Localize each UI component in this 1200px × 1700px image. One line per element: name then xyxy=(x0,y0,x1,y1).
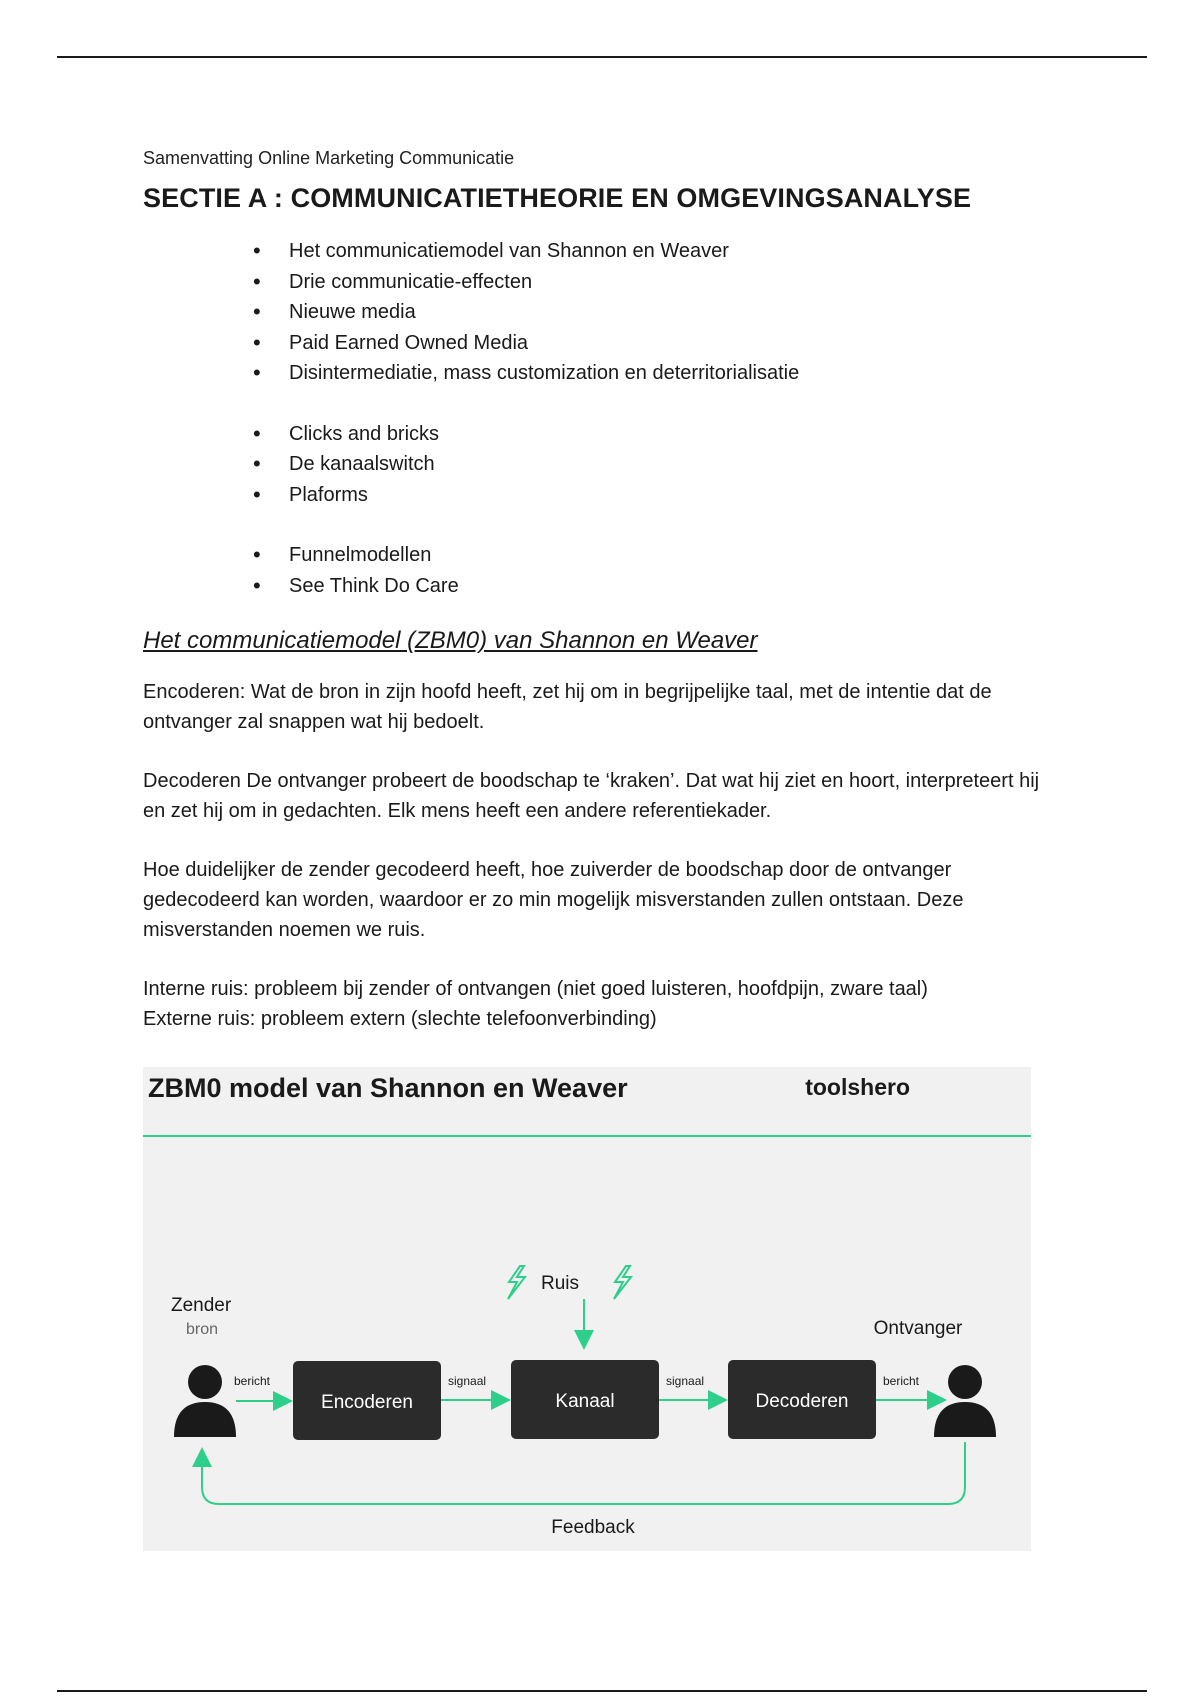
list-item: • Funnelmodellen xyxy=(253,540,1063,571)
paragraph-decoderen: Decoderen De ontvanger probeert de boodschap te ‘kraken’. Dat wat hij ziet en hoort, interpreteert hij en zet hij om in gedachten. Elk mens heeft een andere referentiekader. xyxy=(143,770,1040,822)
list-item: • Paid Earned Owned Media xyxy=(253,328,1063,359)
list-item: • See Think Do Care xyxy=(253,571,1063,602)
arrow-label: bericht xyxy=(234,1374,271,1388)
model-diagram xyxy=(143,1067,1031,1551)
topic-list-1 xyxy=(253,236,1063,389)
document-subtitle: Samenvatting Online Marketing Communicatie xyxy=(143,148,515,168)
list-item: • De kanaalswitch xyxy=(253,449,1063,480)
kanaal-label: Kanaal xyxy=(555,1391,615,1412)
topic-list-3 xyxy=(253,540,1063,601)
noise-label: Ruis xyxy=(541,1273,580,1294)
list-item: • Disintermediatie, mass customization en deterritorialisatie xyxy=(253,358,1063,389)
document-body xyxy=(143,140,1063,1034)
receiver-person-icon xyxy=(934,1365,996,1437)
arrow-label: signaal xyxy=(666,1374,705,1388)
decoderen-label: Decoderen xyxy=(755,1391,849,1412)
paragraph-encoderen: Encoderen: Wat de bron in zijn hoofd heeft, zet hij om in begrijpelijke taal, met de intentie dat de ontvanger zal snappen wat hij bedoelt. xyxy=(143,681,992,733)
sub-heading: Het communicatiemodel (ZBM0) van Shannon en Weaver xyxy=(143,627,758,654)
section-heading: SECTIE A : COMMUNICATIETHEORIE EN OMGEVINGSANALYSE xyxy=(143,183,972,213)
paragraph-ruis: Hoe duidelijker de zender gecodeerd heeft, hoe zuiverder de boodschap door de ontvanger gedecodeerd kan worden, waardoor er zo min mogelijk misverstanden zullen ontstaan. Deze misverstanden noemen we ruis. xyxy=(143,859,964,941)
topic-list-2 xyxy=(253,419,1063,511)
lightning-icon xyxy=(508,1266,525,1299)
list-item: • Nieuwe media xyxy=(253,297,1063,328)
arrow-label: signaal xyxy=(448,1374,487,1388)
sender-person-icon xyxy=(174,1365,236,1437)
sender-sublabel: bron xyxy=(186,1321,219,1338)
arrow-label: bericht xyxy=(883,1374,920,1388)
shannon-weaver-figure xyxy=(143,1067,1031,1551)
encoderen-label: Encoderen xyxy=(321,1392,413,1413)
lightning-icon xyxy=(614,1266,631,1299)
feedback-label: Feedback xyxy=(551,1517,635,1538)
list-item: • Plaforms xyxy=(253,480,1063,511)
brand-logo-text: toolshero xyxy=(805,1074,910,1100)
noise-line-external: Externe ruis: probleem extern (slechte telefoonverbinding) xyxy=(143,1008,657,1030)
feedback-arrow xyxy=(202,1442,965,1504)
noise-line-internal: Interne ruis: probleem bij zender of ontvangen (niet goed luisteren, hoofdpijn, zware taal) xyxy=(143,978,928,1000)
top-rule xyxy=(57,56,1147,58)
list-item: • Clicks and bricks xyxy=(253,419,1063,450)
receiver-label: Ontvanger xyxy=(873,1318,963,1339)
bottom-rule xyxy=(57,1690,1147,1692)
figure-title: ZBM0 model van Shannon en Weaver xyxy=(148,1073,628,1103)
sender-label: Zender xyxy=(171,1295,232,1316)
list-item: • Drie communicatie-effecten xyxy=(253,267,1063,298)
list-item: • Het communicatiemodel van Shannon en Weaver xyxy=(253,236,1063,267)
